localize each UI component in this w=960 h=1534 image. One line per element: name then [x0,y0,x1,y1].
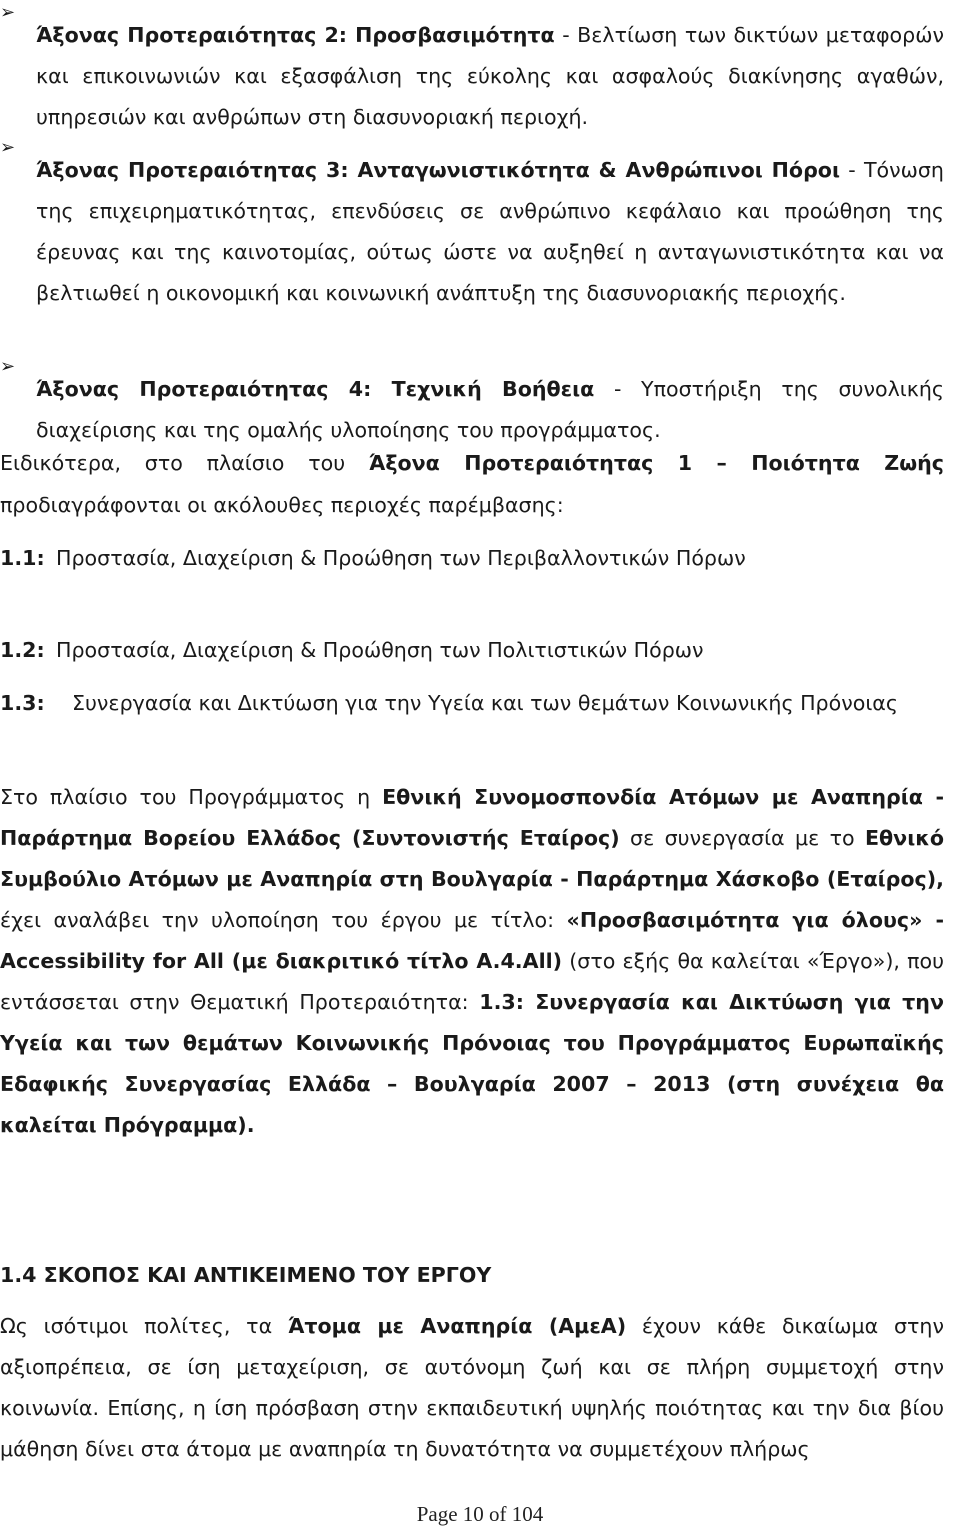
bullet-text [36,369,944,451]
project-title: «Προσβασιμότητα για όλους» - Accessibility for All (με διακριτικό τίτλο A.4.All) [0,908,944,973]
area-text: Συνεργασία και Δικτύωση για την Υγεία και των θεμάτων Κοινωνικής Πρόνοιας [72,691,898,715]
intro-post: προδιαγράφονται οι ακόλουθες περιοχές παρέμβασης: [0,493,564,517]
intervention-area-item [0,682,944,724]
bullet-description: - Τόνωση της επιχειρηματικότητας, επενδύσεις σε ανθρώπινο κεφάλαιο και προώθηση της έρευνας και της καινοτομίας, ούτως ώστε να αυξηθεί η ανταγωνιστικότητα και να βελτιωθεί η οικονομική και κοινωνική ανάπτυξη της διασυνοριακής περιοχής. [36,157,944,305]
bullet-title: Άξονας Προτεραιότητας 2: Προσβασιμότητα [36,22,555,47]
bullet-text [36,150,944,314]
intro-axis-title: Άξονα Προτεραιότητας 1 – Ποιότητα Ζωής [368,451,944,475]
section-heading: 1.4 ΣΚΟΠΟΣ ΚΑΙ ΑΝΤΙΚΕΙΜΕΝΟ ΤΟΥ ΕΡΓΟΥ [0,1263,492,1287]
bullet-description: - Βελτίωση των δικτύων μεταφορών και επικοινωνιών και εξασφάλιση της εύκολης και ασφαλούς διακίνησης αγαθών, υπηρεσιών και ανθρώπων στη διασυνοριακή περιοχή. [36,22,944,129]
intro-paragraph [0,442,944,526]
priority-axis-bullet [0,129,944,334]
section-text-1: Ως ισότιμοι πολίτες, τα [0,1314,288,1338]
section-paragraph [0,1306,944,1470]
thematic-priority: 1.3: Συνεργασία και Δικτύωση για την Υγεία και των θεμάτων Κοινωνικής Πρόνοιας του Προγράμματος Ευρωπαϊκής Εδαφικής Συνεργασίας Ελλάδα – Βουλγαρία 2007 – 2013 (στη συνέχεια θα καλείται Πρόγραμμα). [0,990,944,1137]
intervention-area-item [0,629,944,671]
bullet-text [36,15,944,138]
project-text-2: σε συνεργασία με το [619,826,865,850]
project-text-1: Στο πλαίσιο του Προγράμματος η [0,785,383,809]
section-text-2: έχουν κάθε δικαίωμα στην αξιοπρέπεια, σε ίση μεταχείριση, σε αυτόνομη ζωή και σε πλήρη συμμετοχή στην κοινωνία. Επίσης, η ίση πρόσβαση στην εκπαιδευτική υψηλής ποιότητας και την δια βίου μάθηση δίνει στα άτομα με αναπηρία τη δυνατότητα να συμμετέχουν πλήρως [0,1314,944,1461]
arrow-bullet-icon: ➢ [0,356,16,377]
arrow-bullet-icon: ➢ [0,137,16,158]
area-text: Προστασία, Διαχείριση & Προώθηση των Περιβαλλοντικών Πόρων [56,546,746,570]
bullet-title: Άξονας Προτεραιότητας 4: Τεχνική Βοήθεια [36,376,595,401]
project-text-4: (στο εξής θα καλείται «Έργο»), που εντάσσεται στην Θεματική Προτεραιότητα: [0,949,944,1014]
area-number: 1.3: [0,691,45,715]
arrow-bullet-icon: ➢ [0,2,16,23]
area-number: 1.2: [0,638,45,662]
project-paragraph [0,777,944,1146]
section-emphasis: Άτομα με Αναπηρία (ΑμεΑ) [287,1314,627,1338]
intervention-area-item [0,537,944,579]
coordinator-partner: Εθνική Συνομοσπονδία Ατόμων με Αναπηρία - Παράρτημα Βορείου Ελλάδος (Συντονιστής Εταίρος) [0,785,944,850]
bullet-title: Άξονας Προτεραιότητας 3: Ανταγωνιστικότητα & Ανθρώπινοι Πόροι [36,157,840,182]
bullet-description: - Υποστήριξη της συνολικής διαχείρισης και της ομαλής υλοποίησης του προγράμματος. [36,376,945,442]
intro-pre: Ειδικότερα, στο πλαίσιο του [0,451,369,475]
area-number: 1.1: [0,546,45,570]
partner-name: Εθνικό Συμβούλιο Ατόμων με Αναπηρία στη Βουλγαρία - Παράρτημα Χάσκοβο (Εταίρος), [0,826,944,891]
project-text-3: έχει αναλάβει την υλοποίηση του έργου με τίτλο: [0,908,567,932]
page-number-footer: Page 10 of 104 [416,1502,544,1526]
area-text: Προστασία, Διαχείριση & Προώθηση των Πολιτιστικών Πόρων [56,638,704,662]
